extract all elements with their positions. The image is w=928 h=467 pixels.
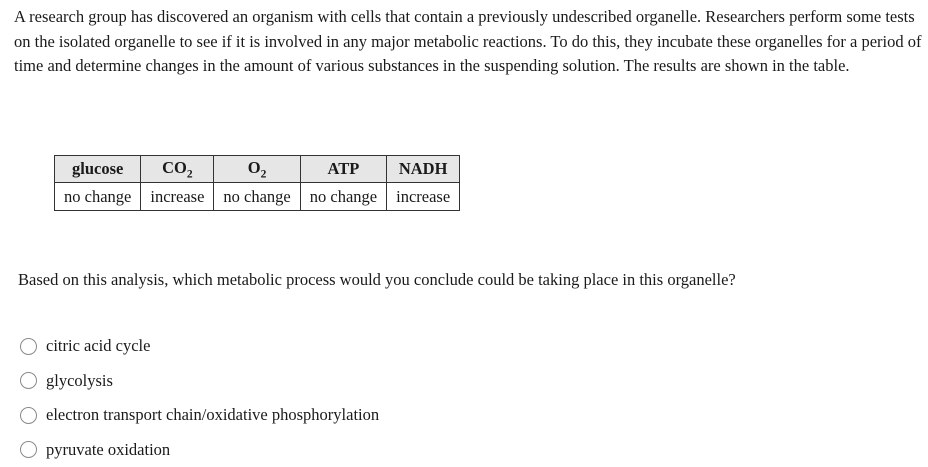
- cell-nadh: increase: [387, 183, 460, 211]
- header-o2: $O_2$: [214, 156, 300, 183]
- option-label: citric acid cycle: [46, 336, 151, 356]
- radio-button[interactable]: [20, 338, 37, 355]
- header-atp: ATP: [300, 156, 386, 183]
- results-table: [54, 155, 460, 211]
- option-pyruvate-oxidation[interactable]: [20, 433, 379, 467]
- radio-button[interactable]: [20, 407, 37, 424]
- cell-co2: increase: [141, 183, 214, 211]
- question-text: A research group has discovered an organism with cells that contain a previously undescribed organelle. Researchers perform some tests on the isolated organelle to see if it is involved in any major metabolic reactions. To do this, they incubate these organelles for a period of time and determine changes in the amount of various substances in the suspending solution. The results are shown in the table.: [14, 7, 922, 75]
- radio-button[interactable]: [20, 372, 37, 389]
- option-label: electron transport chain/oxidative phosphorylation: [46, 405, 380, 425]
- cell-o2: no change: [214, 183, 300, 211]
- answer-options: [20, 329, 379, 467]
- option-label: pyruvate oxidation: [46, 439, 171, 459]
- table-header-row: [55, 156, 460, 183]
- header-glucose: glucose: [55, 156, 141, 183]
- option-electron-transport-chain[interactable]: [20, 398, 379, 433]
- cell-atp: no change: [300, 183, 386, 211]
- header-co2: $CO_2$: [141, 156, 214, 183]
- option-citric-acid-cycle[interactable]: [20, 329, 379, 364]
- table-row: [55, 183, 460, 211]
- option-glycolysis[interactable]: [20, 364, 379, 399]
- cell-glucose: no change: [55, 183, 141, 211]
- radio-button[interactable]: [20, 441, 37, 458]
- header-nadh: NADH: [387, 156, 460, 183]
- option-label: glycolysis: [46, 370, 113, 390]
- question-prompt: Based on this analysis, which metabolic process would you conclude could be taking place in this organelle?: [18, 270, 736, 289]
